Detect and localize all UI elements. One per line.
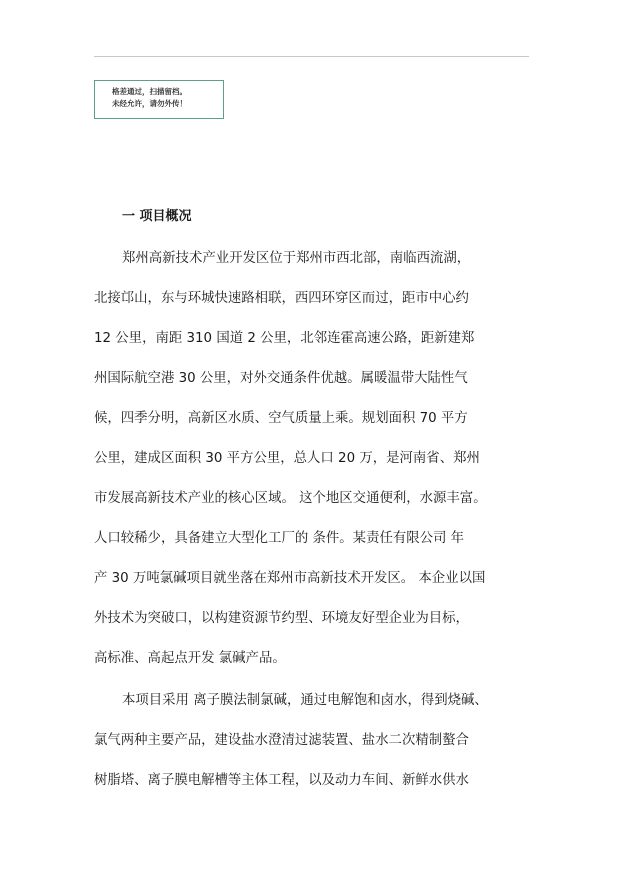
paragraph-1-line: 郑州高新技术产业开发区位于郑州市西北部，南临西流湖， <box>122 251 471 266</box>
confidential-notice-box <box>94 80 224 119</box>
paragraph-1-line: 12 公里，南距 310 国道 2 公里，北邻连霍高速公路，距新建郑 <box>94 331 475 346</box>
paragraph-1-line: 北接邙山，东与环城快速路相联，西四环穿区而过，距市中心约 <box>94 291 469 306</box>
paragraph-1-line: 人口较稀少，具备建立大型化工厂的 条件。某责任有限公司 年 <box>94 531 465 546</box>
paragraph-1-line: 市发展高新技术产业的核心区域。 这个地区交通便利，水源丰富。 <box>94 491 487 506</box>
paragraph-1-line: 高标准、高起点开发 氯碱产品。 <box>94 651 286 666</box>
header-rule <box>94 56 529 57</box>
notice-line-2: 未经允许，请勿外传！ <box>112 99 187 108</box>
paragraph-2-line: 氯气两种主要产品，建设盐水澄清过滤装置、盐水二次精制螯合 <box>94 733 469 748</box>
paragraph-1-line: 外技术为突破口，以构建资源节约型、环境友好型企业为目标， <box>94 611 469 626</box>
paragraph-1-line: 产 30 万吨氯碱项目就坐落在郑州市高新技术开发区。 本企业以国 <box>94 571 486 586</box>
paragraph-1-line: 公里，建成区面积 30 平方公里，总人口 20 万，是河南省、郑州 <box>94 451 480 466</box>
paragraph-1-line: 候，四季分明，高新区水质、空气质量上乘。规划面积 70 平方 <box>94 411 468 426</box>
paragraph-2-line: 树脂塔、离子膜电解槽等主体工程，以及动力车间、新鲜水供水 <box>94 773 469 788</box>
paragraph-1-line: 州国际航空港 30 公里，对外交通条件优越。属暖温带大陆性气 <box>94 371 468 386</box>
notice-line-1: 格差通过，扫描留档。 <box>112 87 187 96</box>
paragraph-2-line: 本项目采用 离子膜法制氯碱，通过电解饱和卤水，得到烧碱、 <box>122 693 488 708</box>
section-heading: 一 项目概况 <box>122 209 192 224</box>
